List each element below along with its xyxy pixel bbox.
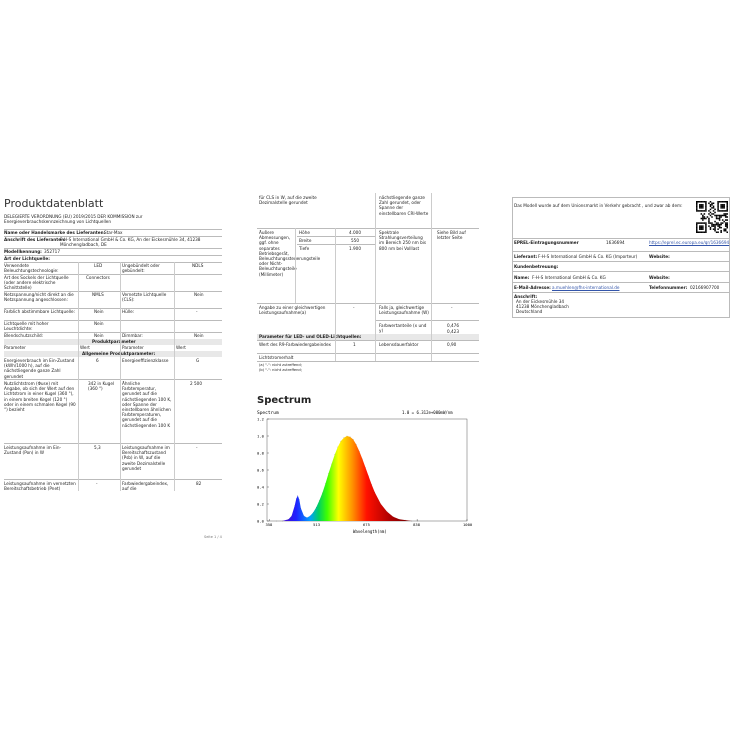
name-label: Name: bbox=[514, 275, 530, 280]
spectrum-point bbox=[301, 508, 302, 509]
column-header: Wert bbox=[176, 345, 186, 350]
y-tick-label: 0.8 bbox=[257, 450, 264, 456]
spectrum-point bbox=[319, 500, 320, 501]
email-link[interactable]: a.muehlen@fhs-international.de bbox=[552, 285, 620, 290]
qr-code bbox=[696, 201, 728, 233]
dimension-value: 550 bbox=[351, 238, 359, 243]
spectrum-point bbox=[347, 436, 348, 437]
x-tick-label: 513 bbox=[313, 522, 321, 527]
spectrum-point bbox=[362, 459, 363, 460]
spectrum-chart bbox=[255, 409, 481, 539]
spectrum-point bbox=[356, 444, 357, 445]
supplier-name-label: Name oder Handelsmarke des Lieferanten: bbox=[4, 230, 106, 235]
footnote-a: (a) "-": nicht zutreffend; bbox=[259, 363, 302, 367]
dimension-name: Tiefe bbox=[299, 246, 310, 251]
param-cell: - bbox=[196, 445, 198, 450]
website2-label: Website: bbox=[649, 275, 670, 280]
customer-service-label: Kundenbetreuung: bbox=[514, 264, 559, 269]
dimension-name: Breite bbox=[299, 238, 312, 243]
spectrum-point bbox=[288, 519, 289, 520]
maintenance-label: Lichtstromerhalt bbox=[259, 355, 294, 360]
name-value: F-H-S International GmbH & Co. KG bbox=[532, 275, 606, 280]
spectrum-point bbox=[307, 517, 308, 518]
spectrum-point bbox=[359, 451, 360, 452]
type-cell: Dimmbar: bbox=[122, 333, 143, 338]
r9-label: Wert des R9-Farbwiedergabeindex bbox=[259, 342, 331, 347]
continued-text: nächstliegende ganze Zahl gerundet, oder Spanne der einstellbaren CRI-Werte bbox=[379, 195, 429, 216]
phone-label: Telefonnummer: bbox=[649, 285, 688, 290]
spectrum-point bbox=[304, 516, 305, 517]
outer-dimensions-label: Äußere Abmessungen, ggf. ohne separates Betriebsgerät, Beleuchtungssteuerungsteile oder Nicht-Beleuchtungsteile (Millimeter) bbox=[259, 230, 321, 277]
spectrum-point bbox=[371, 484, 372, 485]
continued-text: für CLS in W, auf die zweite Dezimalstelle gerundet bbox=[259, 195, 317, 206]
equivalent-power-label: Angabe zu einer gleichwertigen Leistungsaufnahme(a) bbox=[259, 305, 326, 316]
type-cell: NDLS bbox=[192, 263, 204, 268]
address-label: Anschrift: bbox=[514, 294, 538, 299]
type-cell: Nein bbox=[94, 321, 104, 326]
param-cell: Leistungsaufnahme im Bereitschaftszustand (Psb) in W, auf die zweite Dezimalstelle gerundet bbox=[122, 445, 170, 471]
y-tick-label: 0.4 bbox=[257, 484, 264, 490]
spectrum-heading: Spectrum bbox=[257, 395, 312, 406]
type-cell: Nein bbox=[94, 309, 104, 314]
param-cell: 6 bbox=[96, 358, 99, 363]
supplier-address-label: Anschrift des Lieferanten: bbox=[4, 237, 66, 242]
product-params-header: Produktparameter bbox=[92, 339, 136, 344]
lifetime-value: 0,90 bbox=[447, 342, 457, 347]
dimension-value: 4.000 bbox=[349, 230, 361, 235]
phone-value: 02166907700 bbox=[690, 285, 720, 290]
y-tick-label: 1.0 bbox=[257, 433, 264, 439]
param-cell: Leistungsaufnahme im vernetzten Bereitschaftsbetrieb (Pnet) bbox=[4, 481, 76, 492]
type-cell: - bbox=[196, 309, 198, 314]
chart-legend: 1.0 = 6.312e+000mW/nm bbox=[402, 410, 453, 415]
spectrum-point bbox=[411, 521, 412, 522]
dimension-value: 1.900 bbox=[349, 246, 361, 251]
spectrum-point bbox=[353, 439, 354, 440]
type-cell: Art des Sockels der Lichtquelle (oder andere elektrische Schnittstelle) bbox=[4, 275, 69, 291]
spectrum-point bbox=[325, 483, 326, 484]
param-cell: Energieverbrauch im Ein-Zustand (kWh/1000 h), auf die nächstliegende ganze Zahl gerundet bbox=[4, 358, 75, 379]
spectrum-point bbox=[350, 437, 351, 438]
spectral-label: Spektrale Strahlungsverteilung im Bereich 250 nm bis 800 nm bei Volllast bbox=[379, 230, 427, 251]
address-line: Deutschland bbox=[516, 309, 543, 314]
eprel-label: EPREL-Eintragungsnummer bbox=[514, 240, 579, 245]
r9-value: 1 bbox=[353, 342, 356, 347]
param-cell: 2 500 bbox=[190, 381, 202, 386]
y-tick-label: 0.2 bbox=[257, 501, 264, 507]
type-header: Art der Lichtquelle: bbox=[4, 256, 50, 261]
regulation-text: DELEGIERTE VERORDNUNG (EU) 2019/2015 DER KOMMISSION zur Energieverbrauchskennzeichnung von Lichtquellen bbox=[4, 214, 143, 225]
eprel-value: 1636694 bbox=[606, 240, 625, 245]
chromaticity-x: 0,476 bbox=[447, 323, 459, 328]
x-axis-label: Wavelength(nm) bbox=[353, 529, 387, 534]
param-cell: G bbox=[196, 358, 200, 363]
x-tick-label: 358 bbox=[265, 522, 273, 527]
param-cell: Energieeffizienzklasse bbox=[122, 358, 169, 363]
address-line: 41238 Mönchengladbach bbox=[516, 304, 569, 309]
type-cell: Netzspannung/nicht direkt an die Netzspannung angeschlossen: bbox=[4, 292, 74, 303]
eprel-link[interactable]: https://eprel.ec.europa.eu/qr/1636694 bbox=[649, 240, 730, 245]
spectrum-point bbox=[381, 504, 382, 505]
address-line: An der Eickesmühle 34 bbox=[516, 299, 565, 304]
y-tick-label: 0.0 bbox=[257, 518, 264, 524]
spectrum-point bbox=[316, 507, 317, 508]
param-cell: Leistungsaufnahme im Ein-Zustand (Pon) in W bbox=[4, 445, 62, 456]
supplier-name-value: Star-Max bbox=[104, 230, 123, 235]
spectral-value: Siehe Bild auf letzter Seite bbox=[437, 230, 466, 241]
spectrum-point bbox=[294, 505, 295, 506]
spectrum-area bbox=[276, 436, 418, 521]
email-label: E-Mail-Adresse: bbox=[514, 285, 551, 290]
column-header: Wert bbox=[80, 345, 90, 350]
y-tick-label: 0.6 bbox=[257, 467, 264, 473]
model-value: 352717 bbox=[44, 249, 60, 254]
page-number: Seite 1 / 4 bbox=[204, 535, 222, 539]
spectrum-point bbox=[291, 516, 292, 517]
param-cell: Ähnliche Farbtemperatur, gerundet auf die nächstliegenden 100 K, oder Spanne der einstellbaren ähnlichen Farbtemperaturen, gerundet auf die nächstliegenden 100 K bbox=[122, 381, 172, 428]
spectrum-point bbox=[296, 499, 297, 500]
equivalent-watts-label: Falls ja, gleichwertige Leistungsaufnahme (W) bbox=[379, 305, 429, 316]
spectrum-point bbox=[393, 517, 394, 518]
model-label: Modellkennung: bbox=[4, 249, 42, 254]
footnote-b: (b) "-": nicht zutreffend; bbox=[259, 368, 302, 372]
supplier-label: Lieferant: bbox=[514, 254, 538, 259]
spectrum-point bbox=[313, 512, 314, 513]
spectrum-point bbox=[334, 454, 335, 455]
equivalent-watts-value: - bbox=[451, 305, 453, 310]
param-cell: 82 bbox=[196, 481, 202, 486]
supplier-value: F-H-S International GmbH & Co. KG (Importeur) bbox=[538, 254, 638, 259]
type-cell: Nein bbox=[194, 333, 204, 338]
spectrum-point bbox=[310, 516, 311, 517]
type-cell: Farblich abstimmbare Lichtquelle: bbox=[4, 309, 76, 314]
spectrum-point bbox=[298, 495, 299, 496]
type-cell: Nein bbox=[94, 333, 104, 338]
chart-title: Spectrum bbox=[257, 411, 279, 416]
datasheet-page-2 bbox=[255, 193, 481, 545]
type-cell: NMLS bbox=[92, 292, 104, 297]
general-params-header: Allgemeine Produktparameter: bbox=[82, 351, 156, 356]
page-title: Produktdatenblatt bbox=[4, 197, 104, 210]
type-cell: Hülle: bbox=[122, 309, 135, 314]
type-cell: Lichtquelle mit hoher Leuchtdichte: bbox=[4, 321, 49, 332]
y-tick-label: 1.2 bbox=[257, 416, 264, 422]
spectrum-point bbox=[338, 447, 339, 448]
led-params-header: Parameter für LED- und OLED-Lichtquellen: bbox=[259, 334, 362, 339]
dimension-name: Höhe bbox=[299, 230, 310, 235]
chromaticity-label: Farbwertanteile (x und y) bbox=[379, 323, 427, 334]
column-header: Parameter bbox=[122, 345, 144, 350]
spectrum-point bbox=[365, 467, 366, 468]
spectrum-point bbox=[387, 511, 388, 512]
spectrum-point bbox=[322, 493, 323, 494]
spectrum-point bbox=[331, 464, 332, 465]
spectrum-point bbox=[276, 521, 277, 522]
type-cell: Nein bbox=[194, 292, 204, 297]
lifetime-label: Lebensdauerfaktor bbox=[379, 342, 419, 347]
spectrum-point bbox=[299, 500, 300, 501]
param-cell: Farbwiedergabeindex, auf die bbox=[122, 481, 169, 492]
x-tick-label: 838 bbox=[413, 522, 421, 527]
spectrum-point bbox=[374, 492, 375, 493]
type-cell: Connectors bbox=[86, 275, 110, 280]
spectrum-point bbox=[341, 441, 342, 442]
param-cell: Nutzlichtstrom (Φuse) mit Angabe, ob sich der Wert auf den Lichtstrom in einer Kugel (360 °), in einem breiten Kegel (120 °) oder in einem schmalen Kegel (90 °) bezieht bbox=[4, 381, 76, 413]
param-cell: 342 in Kugel (360 °) bbox=[88, 381, 115, 392]
type-cell: Verwendete Beleuchtungstechnologie: bbox=[4, 263, 59, 274]
spectrum-point bbox=[328, 473, 329, 474]
equivalent-power-value: - bbox=[353, 305, 355, 310]
spectrum-point bbox=[368, 476, 369, 477]
column-header: Parameter bbox=[4, 345, 26, 350]
type-cell: Blendschutzschild: bbox=[4, 333, 44, 338]
website-label: Website: bbox=[649, 254, 670, 259]
chromaticity-y: 0,423 bbox=[447, 329, 459, 334]
param-cell: 5,3 bbox=[94, 445, 101, 450]
spectrum-point bbox=[399, 519, 400, 520]
spectrum-point bbox=[344, 437, 345, 438]
market-intro: Das Modell wurde auf dem Unionsmarkt in Verkehr gebracht , und zwar ab dem: bbox=[514, 203, 683, 208]
spectrum-point bbox=[282, 521, 283, 522]
supplier-address-value: F-H-S International GmbH & Co. KG, An der Eickesmühle 34, 41238 Mönchengladbach, DE bbox=[60, 237, 201, 248]
x-tick-label: 675 bbox=[363, 522, 370, 527]
spectrum-point bbox=[405, 520, 406, 521]
datasheet-page-1 bbox=[0, 193, 226, 545]
datasheet-page-3 bbox=[508, 193, 736, 545]
spectrum-point bbox=[418, 521, 419, 522]
param-cell: - bbox=[96, 481, 98, 486]
x-tick-label: 1000 bbox=[463, 522, 473, 527]
type-cell: Ungebündelt oder gebündelt: bbox=[122, 263, 160, 274]
type-cell: Vernetzte Lichtquelle (CLS): bbox=[122, 292, 167, 303]
type-cell: LED bbox=[94, 263, 103, 268]
